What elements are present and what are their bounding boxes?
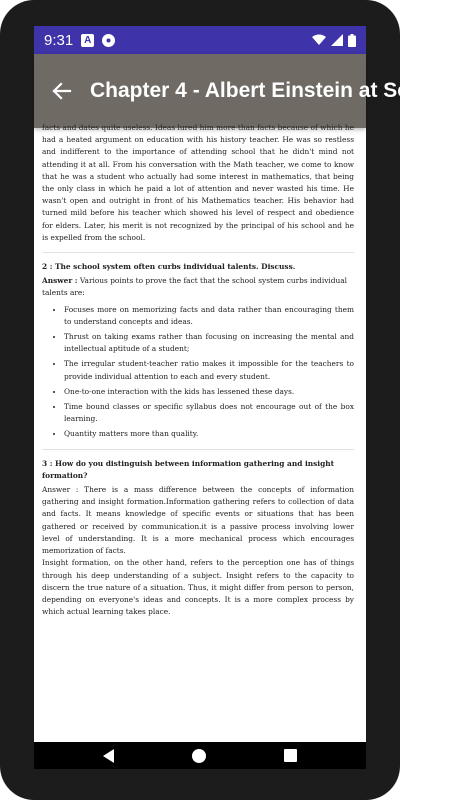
list-item: • Focuses more on memorizing facts and data rather than encouraging them to understand concepts and ideas.	[64, 304, 354, 328]
divider	[42, 449, 354, 450]
arrow-left-icon	[53, 83, 71, 99]
system-nav-bar	[34, 742, 366, 769]
question-3-answer-paragraph-1: Answer : There is a mass difference between the concepts of information gathering and insight formation.Information gathering refers to collection of data and facts. It means knowledge of specific events or situations that has been gathered or received by communication.it is a passive process involving lower level of understanding. It is a more mechanical process which encourages memorization of facts.	[42, 485, 354, 556]
back-button[interactable]	[34, 54, 90, 128]
answer-intro: Various points to prove the fact that the school system curbs individual talents are:	[42, 276, 348, 298]
status-left	[44, 32, 115, 49]
question-3-answer-paragraph-2: Insight formation, on the other hand, refers to the perception one has of things through his deep understanding of a subject. Insight refers to the capacity to discern the true nature of a situation. Thus, it might differ from person to person, depending on everyone's ideas and concepts. It is a more complex process by which actual learning takes place.	[42, 558, 354, 617]
recents-square-icon[interactable]	[284, 749, 297, 762]
divider	[42, 252, 354, 253]
app-bar	[34, 54, 453, 128]
page-title: Chapter 4 - Albert Einstein at School	[90, 79, 453, 102]
wifi-icon	[312, 34, 326, 46]
signal-icon	[331, 34, 343, 46]
status-bar	[34, 26, 366, 54]
p-icon	[102, 34, 115, 47]
question-2-answer	[42, 275, 354, 299]
answer-bullet-list	[42, 304, 354, 441]
chapter-content[interactable]	[34, 122, 366, 742]
status-time: 9:31	[44, 31, 74, 49]
list-item: • One-to-one interaction with the kids has lessened these days.	[64, 386, 354, 398]
list-item: • Quantity matters more than quality.	[64, 428, 354, 440]
app-screen	[34, 26, 453, 769]
a-icon: A	[81, 34, 94, 47]
intro-paragraph: facts and dates quite useless. Ideas lured him more than facts because of which he had a heated argument on education with his history teacher. He was so restless and indifferent to the importance of attending school that he didn't mind not attending it at all. From his conversation with the Math teacher, we come to know that he was a student who actually had some interest in mathematics, that being the only class in which he paid a lot of attention and never wasted his time. He wasn't open and outright in front of his Mathematics teacher. His behavior had turned mild before his teacher which showed his level of respect and obedience for elders. Later, his merit is not recognized by the principal of his school and he is expelled from the school.	[42, 123, 354, 242]
list-item: • Thrust on taking exams rather than focusing on increasing the mental and intellectual aptitude of a student;	[64, 331, 354, 355]
home-circle-icon[interactable]	[192, 749, 206, 763]
list-item: • The irregular student-teacher ratio makes it impossible for the teachers to provide individual attention to each and every student.	[64, 358, 354, 382]
question-2-title: 2 : The school system often curbs individual talents. Discuss.	[42, 262, 296, 272]
question-3-title: 3 : How do you distinguish between information gathering and insight formation?	[42, 458, 335, 480]
status-right	[312, 34, 356, 47]
answer-label: Answer :	[42, 276, 78, 286]
battery-icon	[348, 34, 356, 47]
list-item: • Time bound classes or specific syllabus does not encourage out of the box learning.	[64, 401, 354, 425]
back-triangle-icon[interactable]	[103, 749, 114, 763]
